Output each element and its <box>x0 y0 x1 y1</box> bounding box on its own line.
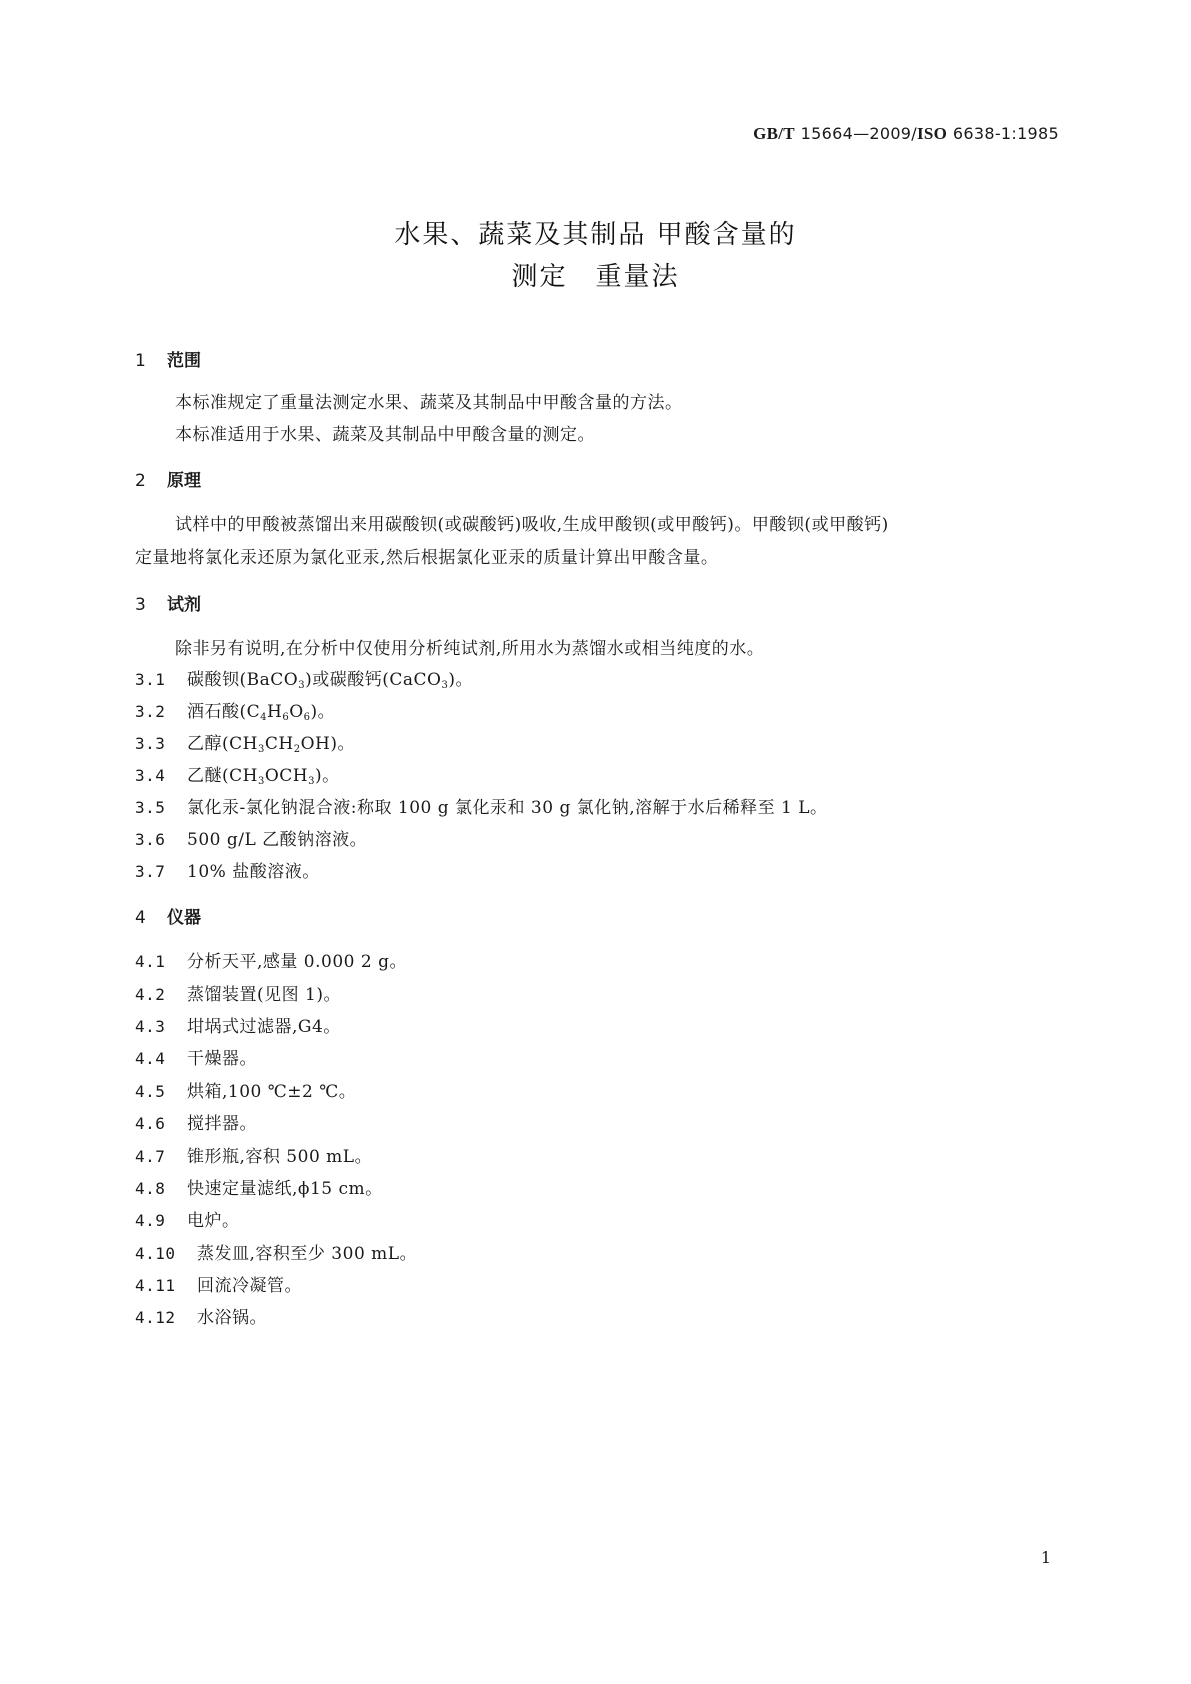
item-text: 锥形瓶,容积 500 mL。 <box>187 1147 373 1167</box>
reagent-item-3-2 <box>135 697 335 723</box>
item-text: 氯化汞-氯化钠混合液:称取 100 g 氯化汞和 30 g 氯化钠,溶解于水后稀释至 1 L。 <box>187 798 828 818</box>
apparatus-item-4-5 <box>135 1077 356 1102</box>
apparatus-item-4-3 <box>135 1012 341 1037</box>
item-text: 酒石酸$(C_4H_6O_6)$。 <box>187 702 336 723</box>
item-text: 水浴锅。 <box>197 1308 267 1328</box>
item-text: 蒸馏装置(见图 1)。 <box>187 985 341 1005</box>
section-number: 3 <box>135 595 146 615</box>
apparatus-item-4-10 <box>135 1239 417 1264</box>
std-iso-label: ISO <box>916 124 948 143</box>
item-number: 3.3 <box>135 734 166 753</box>
item-text: 电炉。 <box>187 1211 240 1231</box>
section-3-heading <box>135 590 201 615</box>
section-2-heading <box>135 466 201 491</box>
item-number: 4.11 <box>135 1276 176 1295</box>
apparatus-item-4-1 <box>135 947 407 972</box>
section-1-paragraph-2: 本标准适用于水果、蔬菜及其制品中甲酸含量的测定。 <box>175 425 595 445</box>
item-number: 3.5 <box>135 798 166 817</box>
reagent-item-3-4 <box>135 761 340 787</box>
item-number: 4.10 <box>135 1244 176 1263</box>
section-3-intro: 除非另有说明,在分析中仅使用分析纯试剂,所用水为蒸馏水或相当纯度的水。 <box>175 639 765 659</box>
item-text: 搅拌器。 <box>187 1114 257 1134</box>
item-text: 干燥器。 <box>187 1049 257 1069</box>
page-number: 1 <box>1040 1548 1051 1567</box>
section-1-paragraph-1: 本标准规定了重量法测定水果、蔬菜及其制品中甲酸含量的方法。 <box>175 393 683 413</box>
item-number: 4.4 <box>135 1049 166 1068</box>
apparatus-item-4-12 <box>135 1303 267 1328</box>
apparatus-item-4-2 <box>135 980 341 1005</box>
item-number: 3.7 <box>135 862 166 881</box>
item-text: 碳酸钡(BaCO$_3$)或碳酸钙(CaCO$_3$)。 <box>187 670 473 691</box>
item-text: 乙醇$(CH_3CH_2OH)$。 <box>187 734 355 755</box>
item-number: 4.12 <box>135 1308 176 1327</box>
section-2-paragraph-line-1: 试样中的甲酸被蒸馏出来用碳酸钡(或碳酸钙)吸收,生成甲酸钡(或甲酸钙)。甲酸钡(或甲酸钙) <box>175 515 889 535</box>
section-1-heading <box>135 346 201 371</box>
apparatus-item-4-9 <box>135 1206 240 1231</box>
std-iso-number: 6638-1:1985 <box>952 124 1059 143</box>
section-title: 仪器 <box>167 908 201 928</box>
item-number: 4.9 <box>135 1211 166 1230</box>
section-2-paragraph-line-2: 定量地将氯化汞还原为氯化亚汞,然后根据氯化亚汞的质量计算出甲酸含量。 <box>135 548 719 568</box>
title-line-1: 水果、蔬菜及其制品 甲酸含量的 <box>394 220 797 250</box>
item-text: 乙醚$(CH_3OCH_3)$。 <box>187 766 340 787</box>
reagent-item-3-6 <box>135 825 367 850</box>
reagent-item-3-5 <box>135 793 828 818</box>
reagent-item-3-1 <box>135 665 473 691</box>
item-text: 10% 盐酸溶液。 <box>187 862 320 882</box>
item-text: 坩埚式过滤器,G4。 <box>187 1017 341 1037</box>
item-text: 500 g/L 乙酸钠溶液。 <box>187 830 368 850</box>
item-number: 4.1 <box>135 952 166 971</box>
section-4-heading <box>135 903 201 928</box>
item-number: 4.5 <box>135 1082 166 1101</box>
item-number: 4.3 <box>135 1017 166 1036</box>
apparatus-item-4-8 <box>135 1174 383 1199</box>
item-text: 快速定量滤纸,ϕ15 cm。 <box>187 1179 383 1199</box>
item-number: 3.6 <box>135 830 166 849</box>
item-number: 4.6 <box>135 1114 166 1133</box>
section-number: 4 <box>135 908 146 928</box>
apparatus-item-4-4 <box>135 1044 257 1069</box>
reagent-item-3-3 <box>135 729 355 755</box>
item-text: 分析天平,感量 0.000 2 g。 <box>187 952 407 972</box>
item-text: 烘箱,100 ℃±2 ℃。 <box>187 1082 357 1102</box>
section-title: 试剂 <box>167 595 201 615</box>
item-number: 3.1 <box>135 670 166 689</box>
std-gb-label: GB/T <box>753 124 795 143</box>
apparatus-item-4-6 <box>135 1109 257 1134</box>
std-gb-number: 15664—2009/ <box>800 124 917 143</box>
title-line-2: 测定 重量法 <box>511 262 680 292</box>
section-title: 范围 <box>167 351 201 371</box>
apparatus-item-4-7 <box>135 1142 372 1167</box>
apparatus-item-4-11 <box>135 1271 302 1296</box>
item-number: 3.2 <box>135 702 166 721</box>
section-number: 2 <box>135 471 146 491</box>
section-number: 1 <box>135 351 146 371</box>
standard-code <box>753 124 1059 144</box>
item-text: 蒸发皿,容积至少 300 mL。 <box>197 1244 418 1264</box>
item-number: 4.8 <box>135 1179 166 1198</box>
item-text: 回流冷凝管。 <box>197 1276 302 1296</box>
section-title: 原理 <box>167 471 201 491</box>
reagent-item-3-7 <box>135 857 320 882</box>
item-number: 4.7 <box>135 1147 166 1166</box>
item-number: 4.2 <box>135 985 166 1004</box>
item-number: 3.4 <box>135 766 166 785</box>
